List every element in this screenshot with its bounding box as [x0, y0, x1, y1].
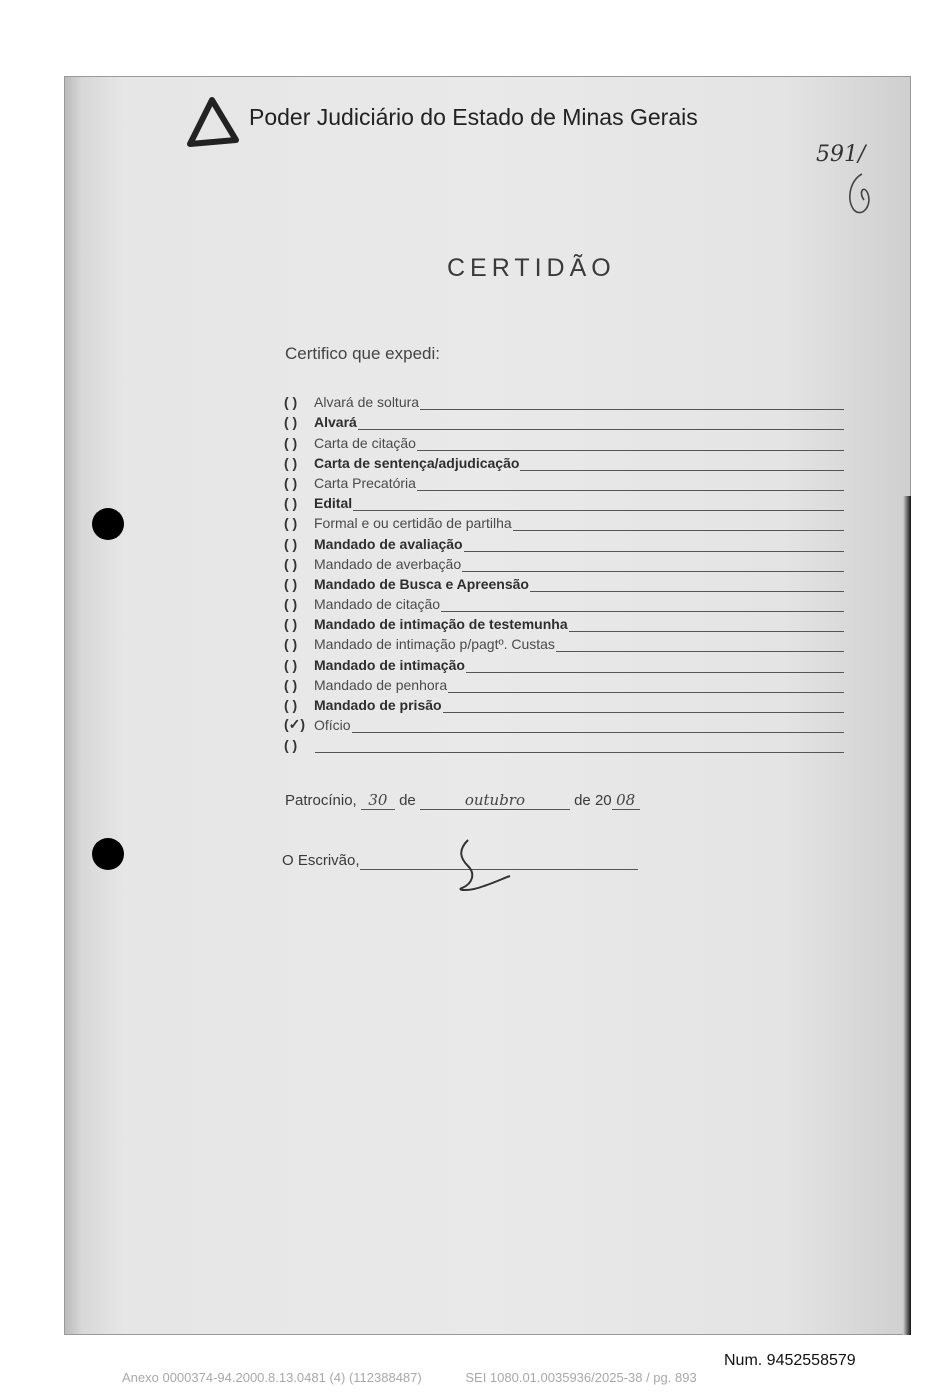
- item-label: Mandado de penhora: [314, 676, 448, 693]
- check-mark: ( ): [284, 434, 298, 451]
- punch-hole: [92, 508, 124, 540]
- court-logo-icon: [184, 96, 244, 148]
- list-item: [284, 592, 844, 612]
- check-mark: ( ): [284, 535, 298, 552]
- scanned-page: [64, 76, 911, 1335]
- list-item: [284, 632, 844, 652]
- signature-icon: [454, 836, 524, 896]
- check-mark: ( ): [284, 636, 298, 653]
- check-mark: ( ): [284, 394, 298, 411]
- page-footer: [122, 1370, 697, 1385]
- fill-line: [417, 476, 844, 491]
- check-mark: ( ): [284, 414, 298, 431]
- list-item: [284, 390, 844, 410]
- fill-line: [420, 395, 844, 410]
- list-item: [284, 552, 844, 572]
- item-label: Mandado de avaliação: [314, 535, 463, 552]
- fill-line: [530, 577, 844, 592]
- item-label: Mandado de prisão: [314, 697, 442, 713]
- item-label: Mandado de Busca e Apreensão: [314, 575, 529, 592]
- scan-edge-shadow: [903, 496, 911, 1335]
- list-item: [284, 471, 844, 491]
- fill-line: [441, 597, 844, 612]
- fill-line: [315, 738, 844, 753]
- fill-line: [466, 658, 844, 673]
- item-label: Ofício: [314, 717, 351, 734]
- fill-line: [353, 496, 844, 511]
- list-item: [284, 491, 844, 511]
- check-mark: ( ): [284, 454, 298, 471]
- list-item: [284, 572, 844, 592]
- item-label: Carta Precatória: [314, 474, 416, 491]
- check-mark: (✓): [284, 716, 306, 733]
- fill-line: [513, 516, 844, 531]
- item-label: Formal e ou certidão de partilha: [314, 515, 512, 532]
- year-prefix: de 20: [574, 792, 612, 809]
- item-label: Mandado de intimação p/pagtº. Custas: [314, 636, 555, 653]
- check-mark: ( ): [284, 616, 298, 633]
- list-item: [284, 430, 844, 450]
- list-item: [284, 410, 844, 430]
- fill-line: [520, 456, 844, 471]
- signature-label: O Escrivão,: [282, 852, 360, 869]
- list-item: [284, 612, 844, 632]
- document-title: CERTIDÃO: [447, 254, 616, 282]
- item-label: Carta de citação: [314, 434, 416, 451]
- check-mark: ( ): [284, 656, 298, 673]
- sei-reference: SEI 1080.01.0035936/2025-38 / pg. 893: [465, 1370, 697, 1385]
- check-mark: ( ): [284, 555, 298, 572]
- intro-text: Certifico que expedi:: [285, 344, 440, 363]
- check-mark: ( ): [284, 495, 298, 512]
- item-label: Edital: [314, 495, 353, 512]
- item-list: [284, 390, 844, 753]
- de-label: de: [399, 792, 416, 809]
- list-item: [284, 451, 844, 471]
- fill-line: [358, 415, 844, 430]
- check-mark: ( ): [284, 515, 298, 532]
- check-mark: ( ): [284, 575, 298, 592]
- handwritten-scribble-icon: [840, 170, 880, 218]
- fill-line: [448, 678, 844, 693]
- handwritten-page-number: 591/: [816, 142, 866, 167]
- list-item-checked: [284, 713, 844, 733]
- fill-line: [556, 637, 844, 652]
- item-label: Alvará: [314, 414, 357, 431]
- list-item: [284, 531, 844, 551]
- item-label: Mandado de intimação: [314, 656, 465, 673]
- list-item: [284, 652, 844, 672]
- date-line: [285, 791, 640, 810]
- city-label: Patrocínio,: [285, 792, 357, 809]
- year-value: 08: [612, 791, 640, 810]
- fill-line: [417, 436, 844, 451]
- fill-line: [352, 718, 844, 733]
- fill-line: [443, 698, 844, 713]
- check-mark: ( ): [284, 737, 298, 754]
- check-mark: ( ): [284, 474, 298, 491]
- check-mark: ( ): [284, 596, 298, 613]
- list-item: [284, 693, 844, 713]
- fill-line: [464, 537, 844, 552]
- check-mark: ( ): [284, 697, 298, 713]
- punch-hole: [92, 838, 124, 870]
- fill-line: [569, 617, 844, 632]
- month-value: outubro: [420, 791, 570, 810]
- item-label: Alvará de soltura: [314, 394, 420, 411]
- item-label: Mandado de citação: [314, 596, 441, 613]
- check-mark: ( ): [284, 676, 298, 693]
- item-label: Mandado de intimação de testemunha: [314, 616, 568, 633]
- day-value: 30: [361, 791, 395, 810]
- list-item: [284, 511, 844, 531]
- item-label: Mandado de averbação: [314, 555, 462, 572]
- fill-line: [462, 557, 844, 572]
- annex-reference: Anexo 0000374-94.2000.8.13.0481 (4) (112388487): [122, 1370, 422, 1385]
- list-item: [284, 673, 844, 693]
- item-label: Carta de sentença/adjudicação: [314, 454, 520, 471]
- court-name: Poder Judiciário do Estado de Minas Gerais: [249, 104, 698, 130]
- document-number: Num. 9452558579: [724, 1352, 856, 1369]
- list-item: [284, 733, 844, 753]
